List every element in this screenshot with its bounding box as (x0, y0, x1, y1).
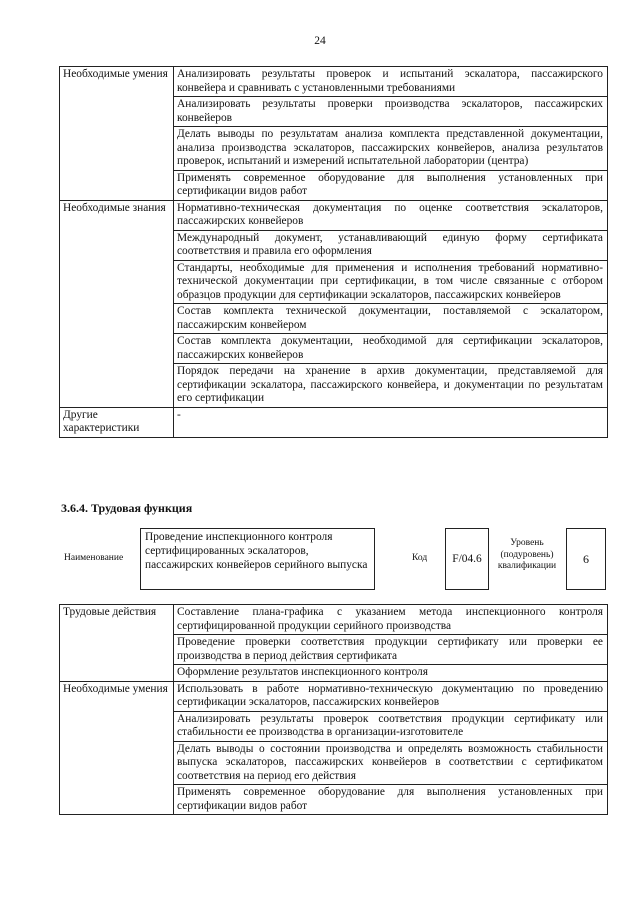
table-cell: Порядок передачи на хранение в архив документации, представляемой для сертификации эскалатора, пассажирского конвейера, и документации по результатам его сертификации (174, 364, 608, 408)
table-cell: Состав комплекта документации, необходимой для сертификации эскалаторов, пассажирских конвейеров (174, 334, 608, 364)
table-cell: Использовать в работе нормативно-техническую документацию по проведению сертификации эскалаторов, пассажирских конвейеров (174, 681, 608, 711)
table-row (60, 681, 608, 711)
name-label: Наименование (64, 553, 124, 563)
table-cell: Анализировать результаты проверок соответствия продукции сертификату или стабильности ее производства в организации-изготовителе (174, 711, 608, 741)
table-cell: Делать выводы о состоянии производства и определять возможность стабильности выпуска эскалаторов, пассажирских конвейеров в соответствии с сертификатом соответствия на период его действия (174, 741, 608, 785)
row-label-actions: Трудовые действия (60, 605, 174, 682)
table-cell: Стандарты, необходимые для применения и исполнения требований нормативно-технической документации при сертификации, в том числе связанные с отбором образцов продукции для сертификации эскалаторов, пассажирских конвейеров (174, 260, 608, 304)
table-cell: Проведение проверки соответствия продукции сертификату или проверки ее производства в период действия сертификата (174, 635, 608, 665)
table-cell: Анализировать результаты проверки производства эскалаторов, пассажирских конвейеров (174, 97, 608, 127)
function-code-box: F/04.6 (445, 528, 489, 590)
table-cell: Составление плана-графика с указанием метода инспекционного контроля сертифицированной продукции серийного производства (174, 605, 608, 635)
row-label-other: Другие характеристики (60, 407, 174, 437)
table-row (60, 200, 608, 230)
function-name-box: Проведение инспекционного контроля сертифицированных эскалаторов, пассажирских конвейеров серийного выпуска (140, 528, 375, 590)
table-row (60, 67, 608, 97)
row-label-skills: Необходимые умения (60, 67, 174, 201)
page-number: 24 (314, 35, 326, 47)
table-cell: Применять современное оборудование для выполнения установленных при сертификации видов работ (174, 785, 608, 815)
row-label-knowledge: Необходимые знания (60, 200, 174, 407)
row-label-skills: Необходимые умения (60, 681, 174, 815)
table-cell: Делать выводы по результатам анализа комплекта представленной документации, анализа производства эскалаторов, пассажирских конвейеров, анализа результатов проверок, испытаний и измерений испытательной лаборатории (центра) (174, 127, 608, 171)
table-cell: Нормативно-техническая документация по оценке соответствия эскалаторов, пассажирских конвейеров (174, 200, 608, 230)
section-title: 3.6.4. Трудовая функция (61, 501, 193, 515)
code-label: Код (412, 553, 428, 563)
table-cell: Состав комплекта технической документации, поставляемой с эскалатором, пассажирским конвейером (174, 304, 608, 334)
table-cell: Оформление результатов инспекционного контроля (174, 665, 608, 682)
table-cell: Применять современное оборудование для выполнения установленных при сертификации видов работ (174, 170, 608, 200)
qualification-level-box: 6 (566, 528, 606, 590)
table-row (60, 605, 608, 635)
requirements-table-1 (59, 66, 608, 438)
table-cell: - (174, 407, 608, 437)
table-row (60, 407, 608, 437)
table-cell: Международный документ, устанавливающий единую форму сертификата соответствия и правила его оформления (174, 230, 608, 260)
requirements-table-2 (59, 604, 608, 815)
table-cell: Анализировать результаты проверок и испытаний эскалатора, пассажирского конвейера и сравнивать с установленными требованиями (174, 67, 608, 97)
level-label: Уровень (подуровень) квалификации (497, 538, 557, 571)
